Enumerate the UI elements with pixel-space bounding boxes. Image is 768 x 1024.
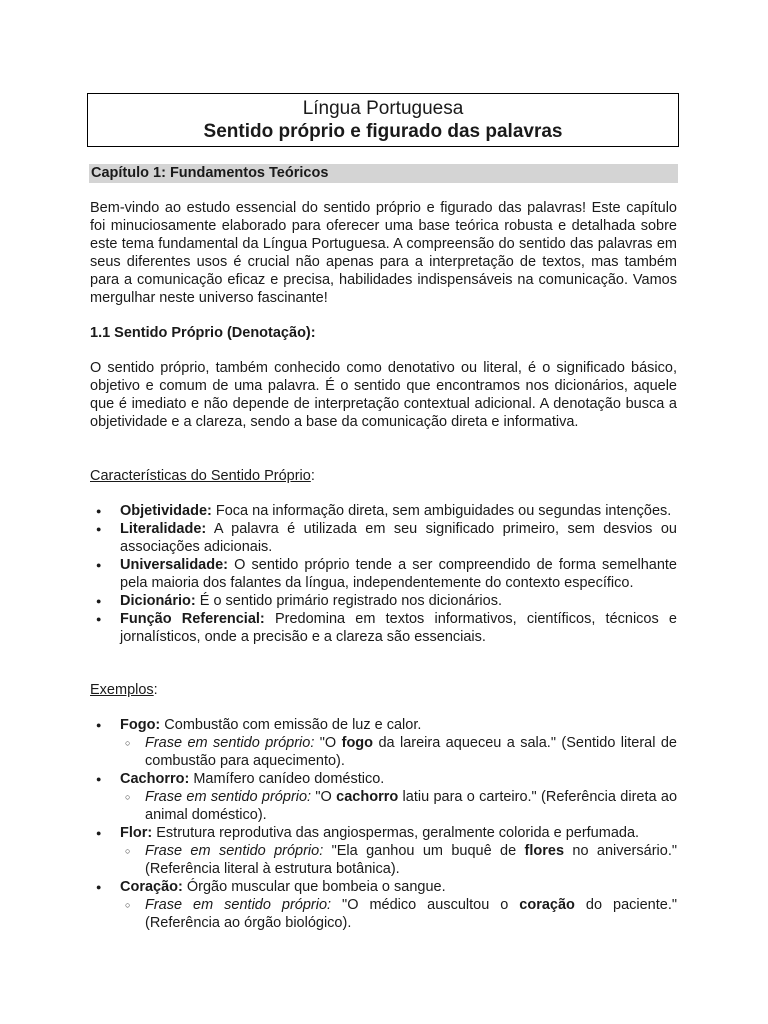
- example-term: Cachorro:: [120, 771, 190, 787]
- characteristics-heading: [90, 467, 677, 485]
- example-item: [90, 878, 677, 932]
- phrase-label: Frase em sentido próprio:: [145, 897, 332, 913]
- examples-list-container: [90, 716, 677, 932]
- phrase-keyword: cachorro: [336, 789, 399, 805]
- example-phrase: [120, 734, 677, 770]
- list-item-term: Objetividade:: [120, 503, 212, 519]
- list-item-term: Dicionário:: [120, 593, 196, 609]
- example-definition: Combustão com emissão de luz e calor.: [160, 717, 422, 733]
- example-sublist: [120, 734, 677, 770]
- phrase-post: no aniversário." (Referência literal à estrutura botânica).: [145, 843, 677, 877]
- characteristics-colon: :: [310, 468, 315, 484]
- list-item: [90, 592, 677, 610]
- section-heading: 1.1 Sentido Próprio (Denotação):: [90, 325, 316, 341]
- subject-title: Língua Portuguesa: [302, 98, 464, 119]
- example-sublist: [120, 896, 677, 932]
- characteristics-label: Características do Sentido Próprio: [90, 468, 311, 484]
- example-item: [90, 716, 677, 770]
- example-term: Fogo:: [120, 717, 161, 733]
- list-item-term: Universalidade:: [120, 557, 228, 573]
- phrase-label: Frase em sentido próprio:: [145, 843, 324, 859]
- example-definition: Órgão muscular que bombeia o sangue.: [182, 879, 446, 895]
- phrase-keyword: fogo: [341, 735, 374, 751]
- examples-heading: [90, 681, 677, 699]
- example-definition: Mamífero canídeo doméstico.: [189, 771, 385, 787]
- list-item-term: Função Referencial:: [120, 611, 265, 627]
- phrase-pre: "O: [314, 735, 342, 751]
- phrase-pre: "O: [311, 789, 337, 805]
- list-item-text: A palavra é utilizada em seu significado primeiro, sem desvios ou associações adicionais.: [120, 521, 677, 555]
- list-item: [90, 520, 677, 556]
- list-item-text: Foca na informação direta, sem ambiguidades ou segundas intenções.: [211, 503, 672, 519]
- example-item: [90, 824, 677, 878]
- phrase-label: Frase em sentido próprio:: [145, 735, 315, 751]
- example-definition: Estrutura reprodutiva das angiospermas, geralmente colorida e perfumada.: [152, 825, 640, 841]
- chapter-heading: Capítulo 1: Fundamentos Teóricos: [89, 164, 678, 183]
- title-box: [87, 93, 679, 147]
- characteristics-list-container: [90, 502, 677, 646]
- intro-paragraph: Bem-vindo ao estudo essencial do sentido próprio e figurado das palavras! Este capítulo foi minuciosamente elaborado para oferecer uma base teórica robusta e detalhada sobre este tema fundamental da Língua Portuguesa. A compreensão do sentido das palavras em seus diferentes usos é crucial não apenas para a interpretação de textos, mas também para a comunicação eficaz e precisa, habilidades indispensáveis na comunicação. Vamos mergulhar neste universo fascinante!: [90, 200, 677, 306]
- phrase-label: Frase em sentido próprio:: [145, 789, 312, 805]
- phrase-keyword: coração: [519, 897, 575, 913]
- list-item-text: É o sentido primário registrado nos dicionários.: [195, 593, 502, 609]
- example-term: Flor:: [120, 825, 153, 841]
- phrase-pre: "O médico auscultou o: [331, 897, 520, 913]
- document-title: Sentido próprio e figurado das palavras: [203, 121, 563, 142]
- list-item-text: O sentido próprio tende a ser compreendido de forma semelhante pela maioria dos falantes da língua, independentemente do contexto específico.: [120, 557, 677, 591]
- phrase-post: latiu para o carteiro." (Referência direta ao animal doméstico).: [145, 789, 678, 823]
- example-sublist: [120, 788, 677, 824]
- example-phrase: [120, 788, 677, 824]
- list-item: [90, 610, 677, 646]
- phrase-pre: "Ela ganhou um buquê de: [323, 843, 525, 859]
- example-phrase: [120, 842, 677, 878]
- examples-list: [90, 716, 677, 932]
- list-item-term: Literalidade:: [120, 521, 207, 537]
- list-item: [90, 556, 677, 592]
- example-phrase: [120, 896, 677, 932]
- list-item-text: Predomina em textos informativos, científicos, técnicos e jornalísticos, onde a precisão e a clareza são essenciais.: [120, 611, 677, 645]
- phrase-post: da lareira aqueceu a sala." (Sentido literal de combustão para aquecimento).: [145, 735, 677, 769]
- example-sublist: [120, 842, 677, 878]
- example-term: Coração:: [120, 879, 183, 895]
- phrase-keyword: flores: [524, 843, 565, 859]
- section-paragraph: O sentido próprio, também conhecido como denotativo ou literal, é o significado básico, objetivo e comum de uma palavra. É o sentido que encontramos nos dicionários, aquele que é imediato e não depende de interpretação contextual adicional. A denotação busca a objetividade e a clareza, sendo a base da comunicação direta e informativa.: [90, 360, 677, 430]
- examples-colon: :: [153, 682, 158, 698]
- example-item: [90, 770, 677, 824]
- phrase-post: do paciente." (Referência ao órgão biológico).: [145, 897, 678, 931]
- examples-label: Exemplos: [90, 682, 154, 698]
- list-item: [90, 502, 677, 520]
- characteristics-list: [90, 502, 677, 646]
